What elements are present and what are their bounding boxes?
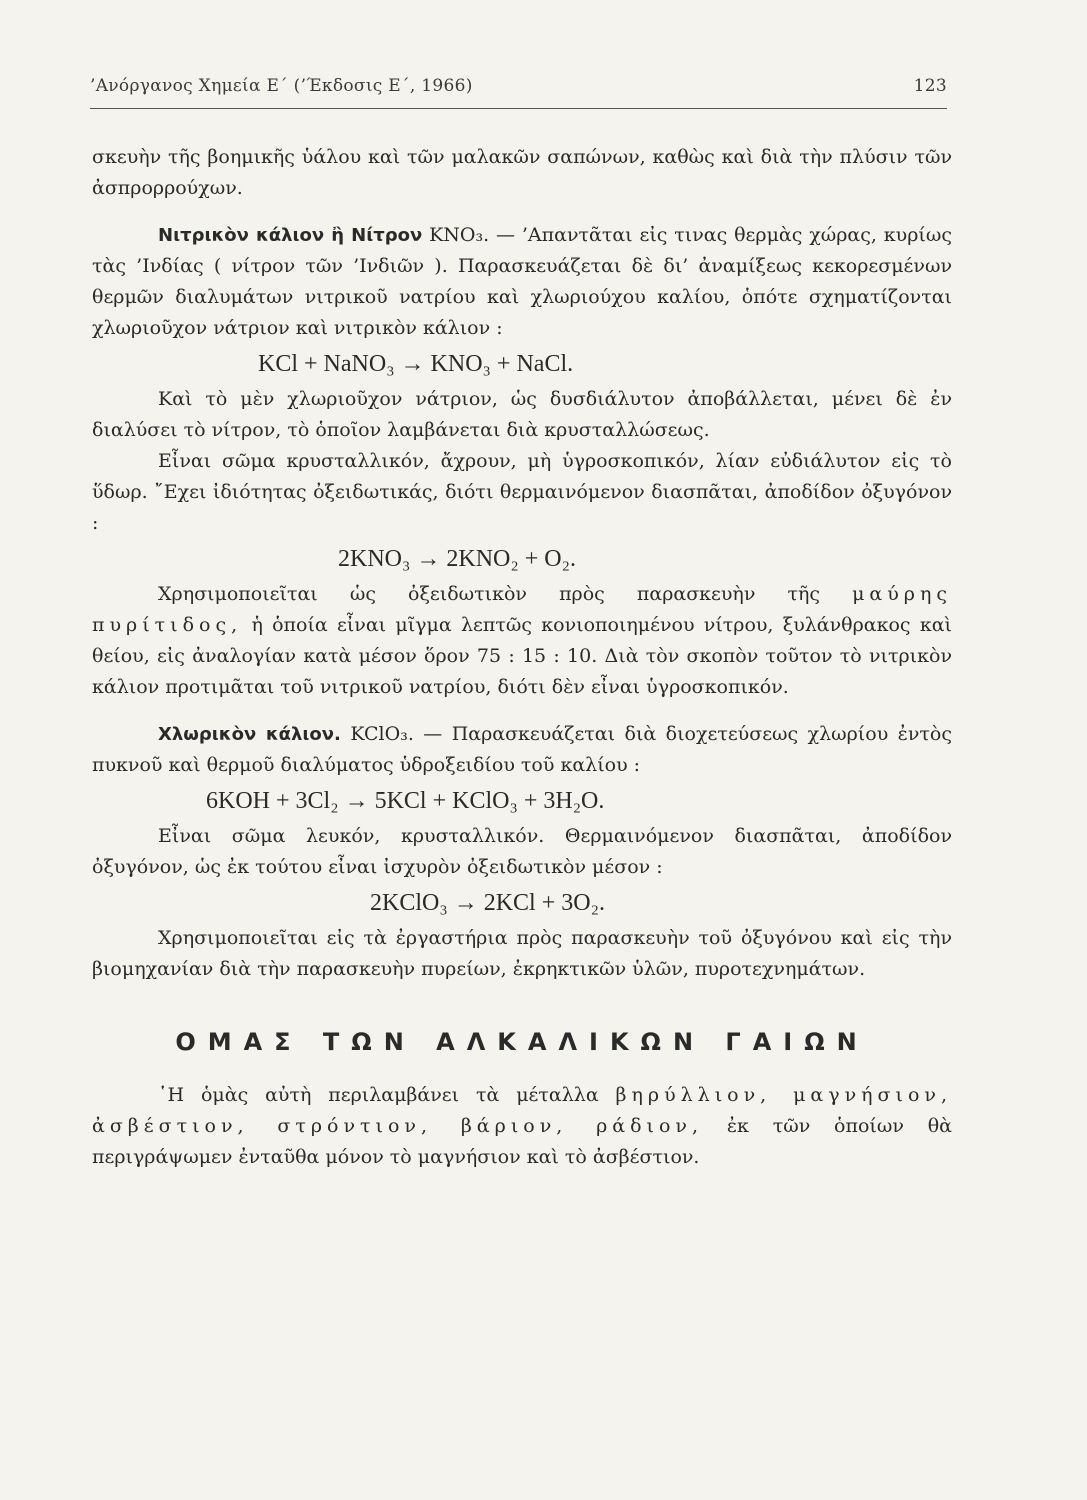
paragraph-5-start: Χρησιμοποιεῖται ὡς ὀξειδωτικὸν πρὸς παρασκευὴν τῆς (158, 583, 853, 605)
paragraph-7: Εἶναι σῶμα λευκόν, κρυσταλλικόν. Θερμαινόμενον διασπᾶται, ἀποδίδον ὀξυγόνον, ὡς ἐκ τούτου εἶναι ἰσχυρὸν ὀξειδωτικὸν μέσον : (92, 825, 952, 878)
paragraph-3: Καὶ τὸ μὲν χλωριοῦχον νάτριον, ὡς δυσδιάλυτον ἀποβάλλεται, μένει δὲ ἐν διαλύσει τὸ νίτρον, τὸ ὁποῖον λαμβάνεται διὰ κρυσταλλώσεως. (92, 388, 952, 441)
equation-1: KCl + NaNO₃ → KNO₃ + NaCl. (258, 351, 574, 377)
page-body (92, 142, 952, 1173)
spaced-black-powder: μαύρης πυρίτιδος, (92, 583, 952, 636)
paragraph-2-text: — ’Απαντᾶται εἰς τινας θερμὰς χώρας, κυρίως τὰς ’Ινδίας ( νίτρον τῶν ’Ινδιῶν ). Παρασκευάζεται δὲ δι’ ἀναμίξεως κεκορεσμένων θερμῶν διαλυμάτων νιτρικοῦ νατρίου καὶ χλωριούχου καλίου, ὁπότε σχηματίζονται χλωριοῦχον νάτριον καὶ νιτρικὸν κάλιον : (92, 224, 952, 339)
page-header (90, 76, 947, 106)
header-rule (90, 108, 947, 109)
paragraph-9-start: ῾Η ὁμὰς αὐτὴ περιλαμβάνει τὰ μέταλλα (158, 1084, 616, 1106)
paragraph-1: σκευὴν τῆς βοημικῆς ὑάλου καὶ τῶν μαλακῶν σαπώνων, καθὼς καὶ διὰ τὴν πλύσιν τῶν ἀσπρορρούχων. (92, 146, 952, 199)
equation-3: 6KOH + 3Cl₂ → 5KCl + KClO₃ + 3H₂O. (206, 788, 605, 814)
paragraph-5 (92, 579, 952, 703)
formula-kno3: KNO₃. (429, 224, 490, 246)
paragraph-potassium-nitrate (92, 220, 952, 344)
paragraph-9 (92, 1080, 952, 1173)
paragraph-4: Εἶναι σῶμα κρυσταλλικόν, ἄχρουν, μὴ ὑγροσκοπικόν, λίαν εὐδιάλυτον εἰς τὸ ὕδωρ. ῎Εχει ἰδιότητας ὀξειδωτικάς, διότι θερμαινόμενον διασπᾶται, ἀποδίδον ὀξυγόνον : (92, 450, 952, 534)
heading-potassium-nitrate: Νιτρικὸν κάλιον ἢ Νίτρον (158, 225, 423, 246)
paragraph-5-end: ἡ ὁποία εἶναι μῖγμα λεπτῶς κονιοποιημένου νίτρου, ξυλάνθρακος καὶ θείου, εἰς ἀναλογίαν κατὰ μέσον ὅρον 75 : 15 : 10. Διὰ τὸν σκοπὸν τοῦτον τὸ νιτρικὸν κάλιον προτιμᾶται τοῦ νιτρικοῦ νατρίου, διότι δὲν εἶναι ὑγροσκοπικόν. (92, 614, 952, 698)
running-title: ’Ανόργανος Χημεία Ε΄ (’Έκδοσις Ε΄, 1966) (90, 76, 473, 96)
paragraph-8: Χρησιμοποιεῖται εἰς τὰ ἐργαστήρια πρὸς παρασκευὴν τοῦ ὀξυγόνου καὶ εἰς τὴν βιομηχανίαν διὰ τὴν παρασκευὴν πυρείων, ἐκρηκτικῶν ὑλῶν, πυροτεχνημάτων. (92, 927, 952, 980)
section-title: ΟΜΑΣ ΤΩΝ ΑΛΚΑΛΙΚΩΝ ΓΑΙΩΝ (175, 1028, 869, 1056)
paragraph-6-text: — Παρασκευάζεται διὰ διοχετεύσεως χλωρίου ἐντὸς πυκνοῦ καὶ θερμοῦ διαλύματος ὑδροξειδίου τοῦ καλίου : (92, 723, 952, 776)
equation-4: 2KClO₃ → 2KCl + 3O₂. (370, 890, 605, 916)
heading-potassium-chlorate: Χλωρικὸν κάλιον. (158, 724, 341, 745)
page-number: 123 (913, 76, 947, 96)
paragraph-9-end: ἐκ τῶν ὁποίων θὰ περιγράψωμεν ἐνταῦθα μόνον τὸ μαγνήσιον καὶ τὸ ἀσβέστιον. (92, 1115, 952, 1168)
equation-2: 2KNO₃ → 2KNO₂ + O₂. (338, 546, 576, 572)
paragraph-potassium-chlorate (92, 719, 952, 781)
spaced-metals-list: βηρύλλιον, μαγνήσιον, ἀσβέστιον, στρόντιον, βάριον, ράδιον, (92, 1084, 952, 1137)
formula-kclo3: KClO₃. (350, 723, 414, 745)
